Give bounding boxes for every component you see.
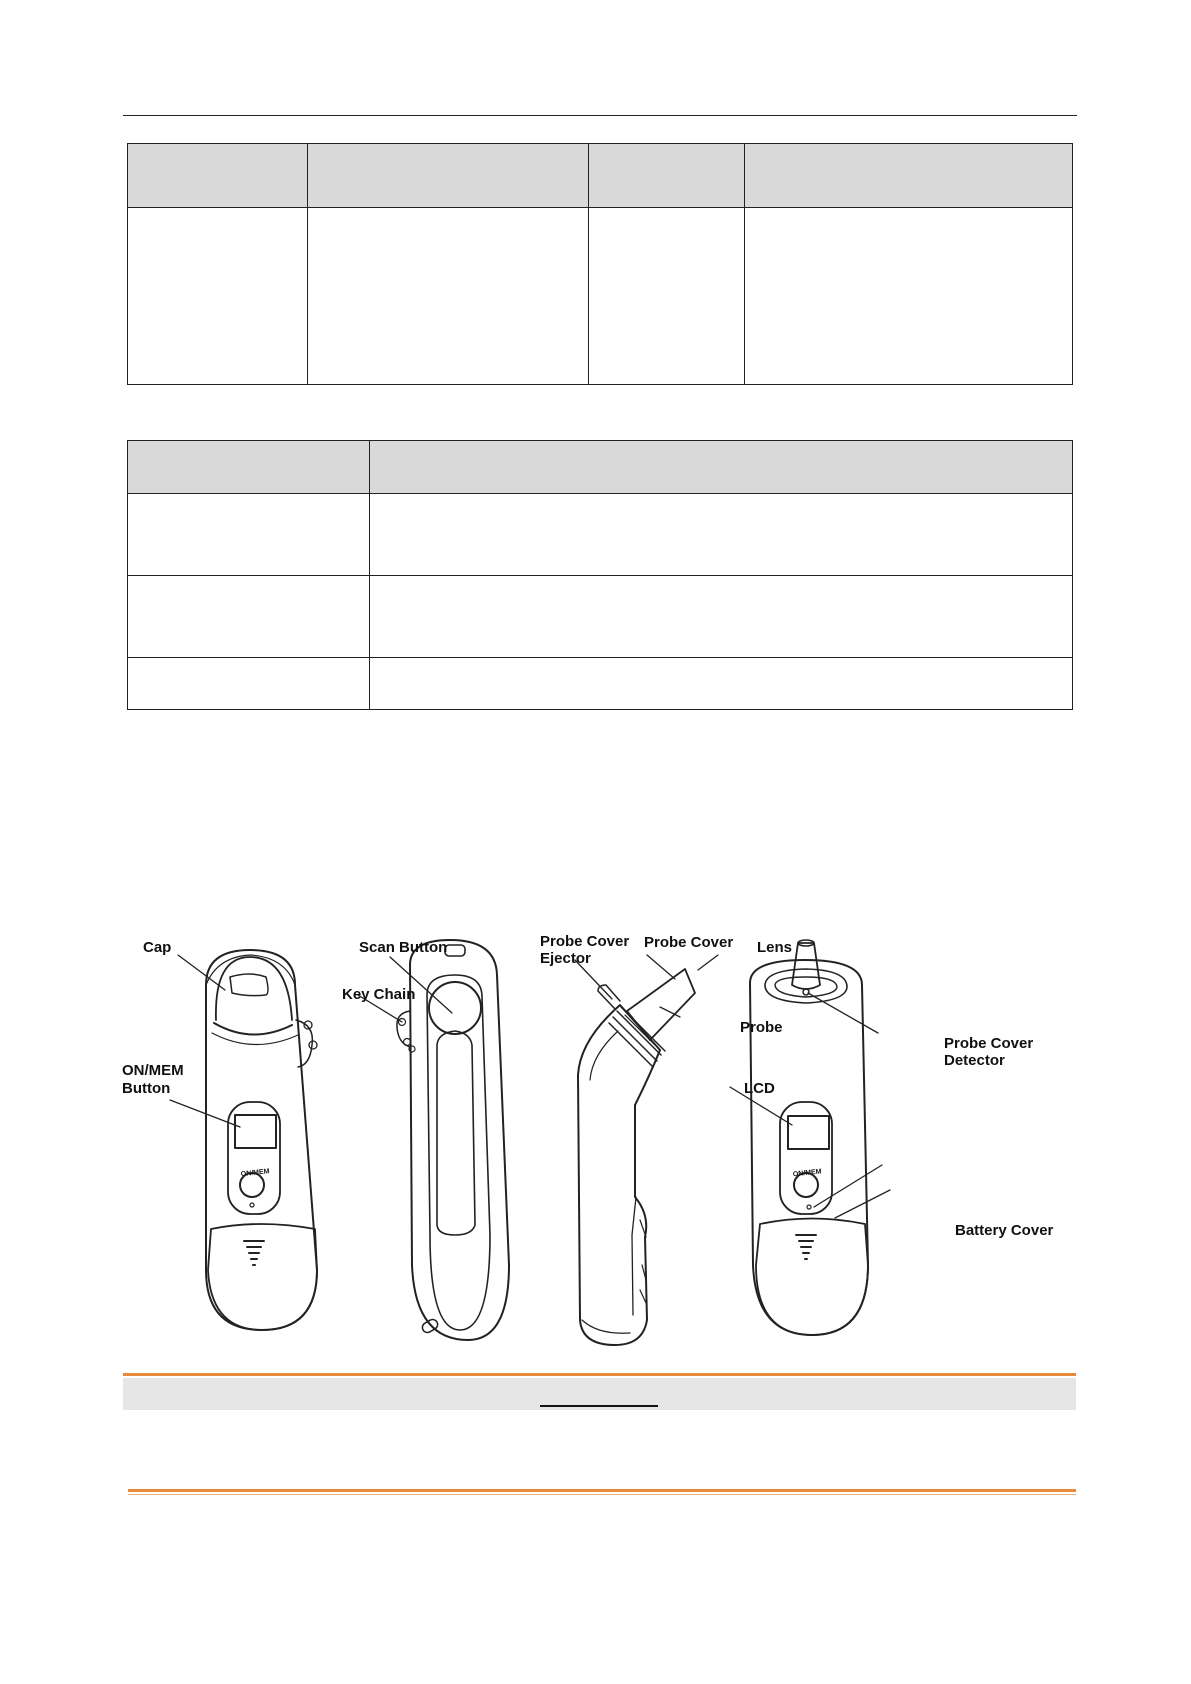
table-cell [745, 208, 1073, 385]
label-lens: Lens [757, 939, 793, 956]
table-header-cell [128, 144, 308, 208]
table-cell [128, 494, 370, 576]
table-cell [370, 576, 1073, 658]
table-header-row [128, 144, 1073, 208]
table-cell [370, 494, 1073, 576]
label-probe-cover-ejector-line2: Ejector [540, 950, 591, 967]
note-top-rule [123, 1373, 1076, 1376]
label-scan-button: Scan Button [359, 939, 448, 956]
table-header-row [128, 441, 1073, 494]
table-row [128, 494, 1073, 576]
open-body-outline [750, 960, 868, 1335]
spec-table-1 [127, 143, 1073, 385]
table-cell [370, 658, 1073, 710]
side-body-outline [578, 1005, 660, 1345]
label-on-mem-button-line1: ON/MEM [122, 1062, 184, 1079]
spec-table-2 [127, 440, 1073, 710]
side-probe [627, 969, 695, 1040]
label-lcd: LCD [744, 1080, 775, 1097]
table-header-cell [370, 441, 1073, 494]
note-title-underline [540, 1405, 658, 1407]
thermometer-diagram [120, 935, 1080, 1360]
probe-cover-detector-dot [803, 989, 809, 995]
label-probe-cover-detector-line1: Probe Cover [944, 1035, 1034, 1052]
note-bottom-rule-thin [128, 1494, 1076, 1495]
table-header-cell [745, 144, 1073, 208]
table-cell [128, 208, 308, 385]
table-header-cell [308, 144, 589, 208]
front-view-with-cap [206, 950, 317, 1330]
front-lcd-screen [235, 1115, 276, 1148]
label-probe-cover-ejector-line1: Probe Cover [540, 935, 630, 950]
table-row [128, 576, 1073, 658]
back-top-clip [445, 945, 465, 956]
label-key-chain: Key Chain [342, 986, 416, 1003]
label-on-mem-button-line2: Button [122, 1080, 171, 1097]
device-button-text-2: ON/MEM [792, 1168, 822, 1179]
table-row [128, 658, 1073, 710]
label-cap: Cap [143, 939, 172, 956]
open-probe-base [765, 969, 847, 1003]
front-body-outline [206, 950, 317, 1330]
side-view [578, 969, 695, 1345]
table-row [128, 208, 1073, 385]
leader-lines [170, 955, 890, 1218]
table-cell [308, 208, 589, 385]
cap-dome [216, 957, 292, 1020]
table-cell [128, 576, 370, 658]
front-battery-cover [208, 1224, 317, 1330]
table-cell [589, 208, 745, 385]
front-view-open [750, 940, 868, 1335]
open-lcd-screen [788, 1116, 829, 1149]
label-probe: Probe [740, 1019, 783, 1036]
device-button-text: ON/MEM [240, 1168, 270, 1179]
cap-rim [214, 1023, 292, 1035]
label-probe-cover: Probe Cover [644, 935, 734, 951]
header-rule [123, 115, 1077, 116]
scan-button-circle [429, 982, 481, 1034]
label-battery-cover: Battery Cover [955, 1222, 1054, 1239]
note-bottom-rule [128, 1489, 1076, 1492]
table-header-cell [589, 144, 745, 208]
table-cell [128, 658, 370, 710]
label-probe-cover-detector-line2: Detector [944, 1052, 1005, 1069]
back-body-outline [410, 940, 509, 1340]
open-probe-cone [792, 943, 820, 989]
table-header-cell [128, 441, 370, 494]
